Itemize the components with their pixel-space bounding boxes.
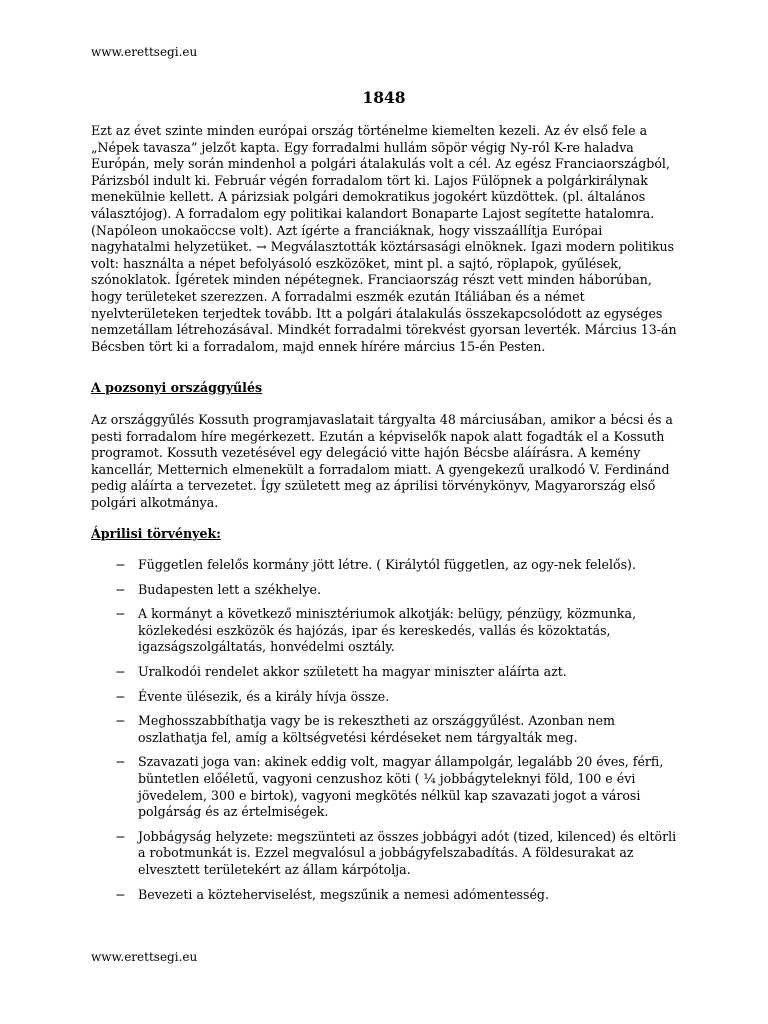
pozsonyi-paragraph: Az országgyűlés Kossuth programjavaslatait tárgyalta 48 márciusában, amikor a bécsi és a pesti forradalom híre megérkezett. Ezután a képviselők napok alatt fogadták el a Kossuth programot. Kossuth vezetésével egy delegáció vitte hajón Bécsbe aláírásra. A kemény kancellár, Metternich elmenekült a forradalom miatt. A gyengekezű uralkodó V. Ferdinánd pedig aláírta a tervezetet. Így született meg az áprilisi törvénykönyv, Magyarország első polgári alkotmánya. [91, 412, 673, 510]
dash-bullet-icon: − [115, 606, 126, 622]
list-item-text: A kormányt a következő minisztériumok alkotják: belügy, pénzügy, közmunka, közlekedési eszközök és hajózás, ipar és kereskedés, vallás és közoktatás, igazságszolgáltatás, honvédelmi osztály. [138, 606, 637, 655]
list-item-text: Független felelős kormány jött létre. ( Királytól független, az ogy-nek felelős). [138, 557, 636, 572]
page-header-url: www.erettsegi.eu [91, 45, 198, 59]
list-item [115, 887, 685, 904]
list-item-text: Uralkodói rendelet akkor született ha magyar miniszter aláírta azt. [138, 663, 567, 679]
list-item-text: Bevezeti a közteherviselést, megszűnik a nemesi adómentesség. [138, 886, 550, 902]
dash-bullet-icon: − [115, 828, 126, 844]
dash-bullet-icon: − [115, 557, 126, 572]
list-item [115, 582, 685, 599]
list-item [115, 606, 685, 656]
list-item [115, 829, 685, 879]
list-item-text: Évente ülésezik, és a király hívja össze. [138, 688, 390, 704]
list-item [115, 713, 685, 746]
list-item-text: Budapesten lett a székhelye. [138, 581, 322, 597]
list-item-text: Jobbágyság helyzete: megszünteti az összes jobbágyi adót (tized, kilenced) és eltörli a robotmunkát is. Ezzel megvalósul a jobbágyfelszabadítás. A földesurakat az elvesztett területekért az állam kárpótolja. [138, 828, 677, 877]
dash-bullet-icon: − [115, 581, 126, 597]
dash-bullet-icon: − [115, 663, 126, 679]
intro-paragraph: Ezt az évet szinte minden európai ország történelme kiemelten kezeli. Az év első fele a „Népek tavasza” jelzőt kapta. Egy forradalmi hullám söpör végig Ny-ról K-re haladva Európán, mely során mindenhol a polgári átalakulás volt a cél. Az egész Franciaországból, Párizsból indult ki. Február végén forradalom tört ki. Lajos Fülöpnek a polgárkirálynak menekülnie kellett. A párizsiak polgári demokratikus jogokért küzdöttek. (pl. általános választójog). A forradalom egy politikai kalandort Bonaparte Lajost segítette hatalomra. (Napóleon unokaöccse volt). Azt ígérte a franciáknak, hogy visszaállítja Európai nagyhatalmi helyzetüket. → Megválasztották köztársasági elnöknek. Igazi modern politikus volt: használta a népet befolyásoló eszközöket, mint pl. a sajtó, röplapok, gyűlések, szónoklatok. Ígéretek minden népétegnek. Franciaország részt vett minden háborúban, hogy területeket szerezzen. A forradalmi eszmék ezután Itáliában és a német nyelvterületeken terjedtek tovább. Itt a polgári átalakulás összekapcsolódott az egységes nemzetállam létrehozásával. Mindkét forradalmi törekvést gyorsan leverték. Március 13-án Bécsben tört ki a forradalom, majd ennek hírére március 15-én Pesten. [91, 123, 677, 354]
section-heading-pozsonyi: A pozsonyi országgyűlés [91, 380, 263, 395]
document-title: 1848 [362, 88, 406, 107]
list-item [115, 689, 685, 706]
list-item [115, 664, 685, 681]
list-item-text: Meghosszabbíthatja vagy be is rekesztheti az országgyűlést. Azonban nem oszlathatja fel, amíg a költségvetési kérdéseket nem tárgyalták meg. [138, 713, 615, 745]
page-footer-url: www.erettsegi.eu [91, 950, 198, 964]
section-heading-aprilisi: Áprilisi törvények: [91, 526, 221, 541]
dash-bullet-icon: − [115, 688, 126, 704]
dash-bullet-icon: − [115, 713, 126, 729]
dash-bullet-icon: − [115, 886, 126, 902]
dash-bullet-icon: − [115, 754, 126, 770]
list-item-text: Szavazati joga van: akinek eddig volt, magyar állampolgár, legalább 20 éves, férfi, büntetlen előéletű, vagyoni cenzushoz köti ( ¼ jobbágyteleknyi föld, 100 e évi jövedelem, 300 e birtok), vagyoni megkötés nélkül kap szavazati jogot a városi polgárság és az értelmiségek. [138, 754, 664, 820]
list-item [115, 754, 685, 820]
list-item [115, 557, 685, 574]
april-laws-list [115, 557, 685, 911]
